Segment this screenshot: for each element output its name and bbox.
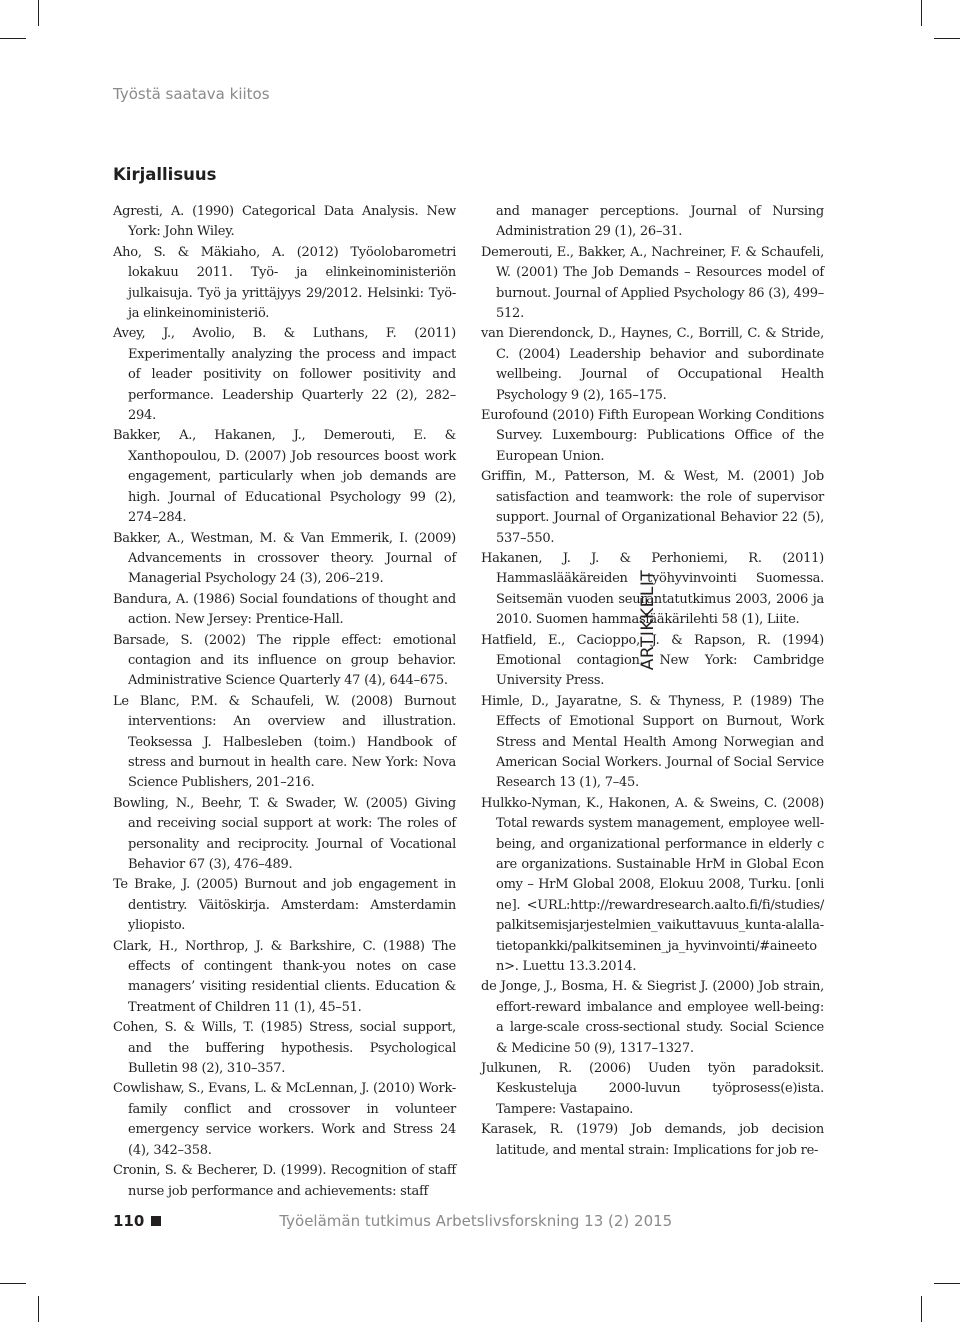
square-bullet-icon [151,1216,161,1226]
reference-entry: Aho, S. & Mäkiaho, A. (2012) Työolobarometri lokakuu 2011. Työ- ja elinkeinoministeriön julkaisuja. Työ ja yrittäjyys 29/2012. Helsinki: Työ- ja elinkeinoministeriö. [113,244,456,322]
reference-entry: Hatfield, E., Cacioppo, J. & Rapson, R. (1994) Emotional contagion. New York: Cambridge University Press. [481,632,824,689]
references-left-column [113,202,456,1202]
reference-entry: Barsade, S. (2002) The ripple effect: emotional contagion and its influence on group behavior. Administrative Science Quarterly 47 (4), 644–675. [113,632,456,689]
page-footer [113,1212,672,1230]
reference-entry: Bakker, A., Hakanen, J., Demerouti, E. & Xanthopoulou, D. (2007) Job resources boost work engagement, particularly when job demands are high. Journal of Educational Psychology 99 (2), 274–284. [113,428,456,526]
running-head: Työstä saatava kiitos [113,85,270,103]
crop-mark [934,1283,960,1284]
reference-entry: Hulkko-Nyman, K., Hakonen, A. & Sweins, C. (2008) Total rewards system management, employee well-being, and organizational performance in elderly care organizations. Sustainable HrM in Global Economy – HrM Global 2008, Elokuu 2008, Turku. [online]. <URL:http://rewardresearch.aalto.fi/fi/studies/palkitsemisjarjestelmien_vaikuttavuus_kunta-alalla-tietopankki/palkitseminen_ja_hyvinvointi/#aineeton>. Luettu 13.3.2014. [481,795,824,975]
references-right-column [481,202,824,1161]
reference-entry: Demerouti, E., Bakker, A., Nachreiner, F. & Schaufeli, W. (2001) The Job Demands – Resources model of burnout. Journal of Applied Psychology 86 (3), 499–512. [481,244,824,322]
reference-entry: Bandura, A. (1986) Social foundations of thought and action. New Jersey: Prentice-Hall. [113,591,456,628]
side-label-text: ARTIKKELIT [638,569,658,671]
crop-mark [921,1296,922,1322]
reference-entry: Hakanen, J. J. & Perhoniemi, R. (2011) Hammaslääkäreiden työhyvinvointi Suomessa. Seitsemän vuoden seurantatutkimus 2003, 2006 ja 2010. Suomen hammaslääkärilehti 58 (1), Liite. [481,550,824,628]
reference-entry: Agresti, A. (1990) Categorical Data Analysis. New York: John Wiley. [113,204,456,240]
crop-mark [934,38,960,39]
reference-entry: Eurofound (2010) Fifth European Working Conditions Survey. Luxembourg: Publications Office of the European Union. [481,408,824,464]
section-title: Kirjallisuus [113,165,217,184]
reference-entry: de Jonge, J., Bosma, H. & Siegrist J. (2000) Job strain, effort-reward imbalance and employee well-being: a large-scale cross-sectional study. Social Science & Medicine 50 (9), 1317–1327. [481,979,824,1056]
reference-entry: Bowling, N., Beehr, T. & Swader, W. (2005) Giving and receiving social support at work: The roles of personality and reciprocity. Journal of Vocational Behavior 67 (3), 476–489. [113,795,456,872]
reference-entry: Te Brake, J. (2005) Burnout and job engagement in dentistry. Väitöskirja. Amsterdam: Amsterdamin yliopisto. [113,877,456,934]
reference-entry: Himle, D., Jayaratne, S. & Thyness, P. (1989) The Effects of Emotional Support on Burnout, Work Stress and Mental Health Among Norwegian and American Social Workers. Journal of Social Service Research 13 (1), 7–45. [481,693,824,791]
reference-entry: Julkunen, R. (2006) Uuden työn paradoksit. Keskusteluja 2000-luvun työprosess(e)ista. Tampere: Vastapaino. [481,1061,824,1117]
reference-entry: Cowlishaw, S., Evans, L. & McLennan, J. (2010) Work-family conflict and crossover in volunteer emergency service workers. Work and Stress 24 (4), 342–358. [113,1081,456,1158]
reference-entry: Karasek, R. (1979) Job demands, job decision latitude, and mental strain: Implications for job re- [481,1122,824,1158]
reference-entry: Cohen, S. & Wills, T. (1985) Stress, social support, and the buffering hypothesis. Psychological Bulletin 98 (2), 310–357. [113,1020,456,1077]
reference-entry: Avey, J., Avolio, B. & Luthans, F. (2011) Experimentally analyzing the process and impact of leader positivity on follower positivity and performance. Leadership Quarterly 22 (2), 282–294. [113,326,456,424]
reference-entry: van Dierendonck, D., Haynes, C., Borrill, C. & Stride, C. (2004) Leadership behavior and subordinate wellbeing. Journal of Occupational Health Psychology 9 (2), 165–175. [481,326,824,403]
page-number: 110 [113,1212,145,1230]
journal-title: Työelämän tutkimus Arbetslivsforskning 13 (2) 2015 [279,1212,673,1230]
reference-entry: Le Blanc, P.M. & Schaufeli, W. (2008) Burnout interventions: An overview and illustration. Teoksessa J. Halbesleben (toim.) Handbook of stress and burnout in health care. New York: Nova Science Publishers, 201–216. [113,693,456,791]
crop-mark [0,1283,26,1284]
crop-mark [38,1296,39,1322]
reference-entry: Griffin, M., Patterson, M. & West, M. (2001) Job satisfaction and teamwork: the role of supervisor support. Journal of Organizational Behavior 22 (5), 537–550. [481,469,824,546]
reference-entry: Clark, H., Northrop, J. & Barkshire, C. (1988) The effects of contingent thank-you notes on case managers’ visiting residential clients. Education & Treatment of Children 11 (1), 45–51. [113,938,456,1015]
crop-mark [921,0,922,26]
reference-entry: Cronin, S. & Becherer, D. (1999). Recognition of staff nurse job performance and achievements: staff [113,1163,456,1199]
crop-mark [0,38,26,39]
reference-entry: Bakker, A., Westman, M. & Van Emmerik, I. (2009) Advancements in crossover theory. Journal of Managerial Psychology 24 (3), 206–219. [113,530,456,587]
reference-continuation: and manager perceptions. Journal of Nursing Administration 29 (1), 26–31. [496,204,824,240]
crop-mark [38,0,39,26]
